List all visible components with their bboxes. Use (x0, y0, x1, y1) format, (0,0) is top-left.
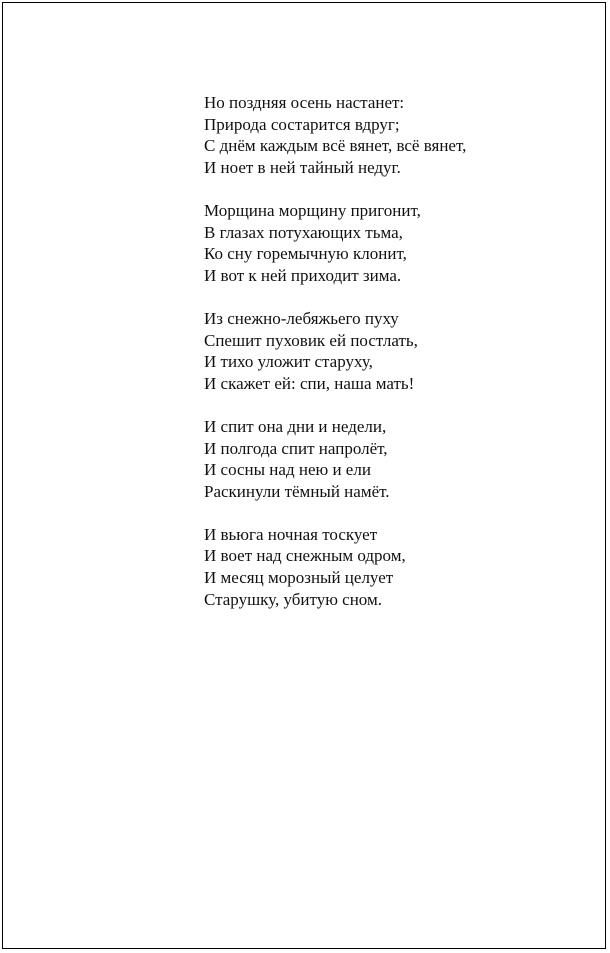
poem-line: И тихо уложит старуху, (204, 352, 373, 372)
stanza-3 (204, 308, 564, 394)
poem-line: И воет над снежным одром, (204, 546, 406, 566)
poem-line: Старушку, убитую сном. (204, 589, 382, 609)
poem-line: И скажет ей: спи, наша мать! (204, 373, 415, 393)
poem-line: Но поздняя осень настанет: (204, 93, 405, 112)
poem-line: Ко сну горемычную клонит, (204, 244, 407, 264)
page (2, 2, 606, 949)
poem-line: Морщина морщину пригонит, (204, 200, 421, 220)
poem-text (204, 92, 564, 632)
poem-line: И вьюга ночная тоскует (204, 524, 378, 544)
poem-line: Природа состарится вдруг; (204, 114, 400, 134)
poem-line: С днём каждым всё вянет, всё вянет, (204, 136, 467, 156)
stanza-5 (204, 524, 564, 610)
poem-line: И сосны над нею и ели (204, 460, 371, 480)
stanza-1 (204, 92, 564, 178)
stanza-4 (204, 416, 564, 502)
poem-line: И месяц морозный целует (204, 568, 394, 588)
poem-line: В глазах потухающих тьма, (204, 222, 403, 242)
poem-line: И вот к ней приходит зима. (204, 265, 402, 285)
poem-line: Раскинули тёмный намёт. (204, 481, 390, 501)
poem-line: И ноет в ней тайный недуг. (204, 157, 401, 177)
poem-line: И полгода спит напролёт, (204, 438, 388, 458)
poem-line: Из снежно-лебяжьего пуху (204, 308, 399, 328)
poem-line: И спит она дни и недели, (204, 416, 387, 436)
stanza-2 (204, 200, 564, 286)
poem-line: Спешит пуховик ей постлать, (204, 330, 418, 350)
